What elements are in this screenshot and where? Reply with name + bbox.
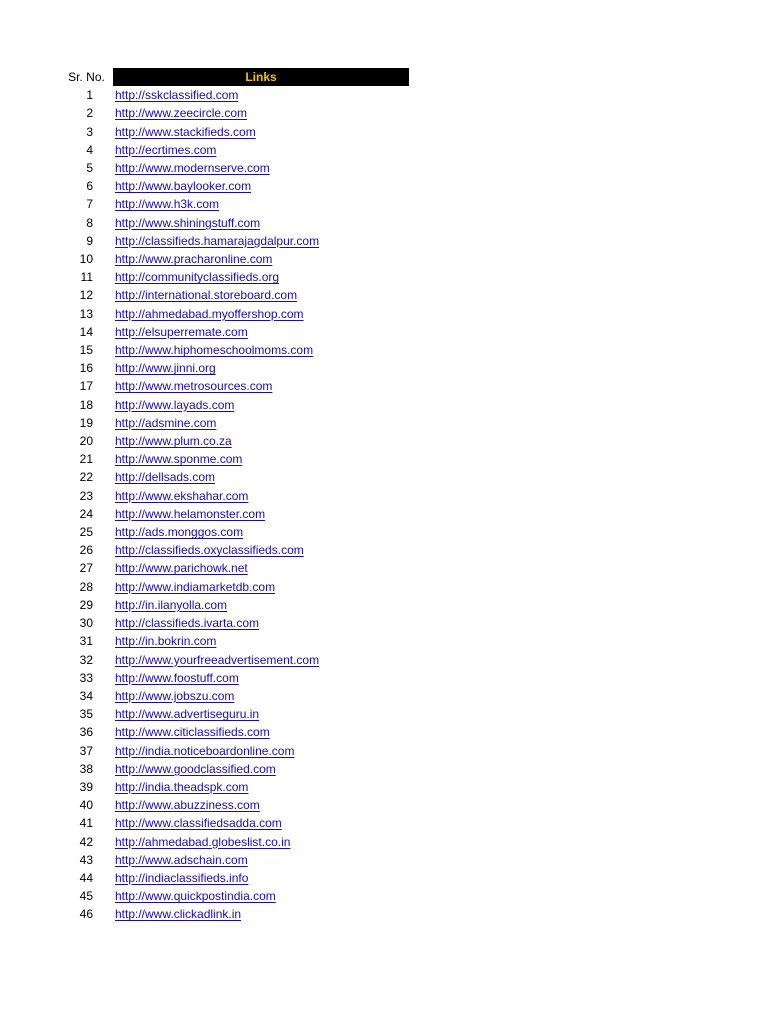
link-cell — [113, 705, 409, 723]
sr-no-cell: 4 — [86, 142, 93, 157]
url-link[interactable]: http://www.yourfreeadvertisement.com — [115, 652, 320, 667]
url-link[interactable]: http://www.zeecircle.com — [115, 106, 248, 121]
url-link[interactable]: http://in.bokrin.com — [115, 634, 217, 649]
table-row — [60, 742, 409, 760]
table-row — [60, 905, 409, 923]
table-row — [60, 541, 409, 559]
sr-no-cell: 18 — [79, 397, 93, 412]
sr-no-cell: 17 — [79, 379, 93, 394]
url-link[interactable]: http://www.shiningstuff.com — [115, 215, 261, 230]
sr-no-cell: 5 — [86, 161, 93, 176]
table-row — [60, 123, 409, 141]
table-body — [60, 86, 409, 923]
links-table — [60, 68, 409, 924]
sr-no-cell: 45 — [79, 889, 93, 904]
url-link[interactable]: http://www.hiphomeschoolmoms.com — [115, 343, 314, 358]
table-row — [60, 232, 409, 250]
sr-no-cell: 21 — [79, 452, 93, 467]
table-row — [60, 104, 409, 122]
sr-no-cell: 23 — [79, 488, 93, 503]
table-row — [60, 669, 409, 687]
table-row — [60, 887, 409, 905]
link-cell — [113, 541, 409, 559]
table-row — [60, 523, 409, 541]
sr-no-cell: 20 — [79, 434, 93, 449]
sr-no-cell: 34 — [79, 688, 93, 703]
sr-no-cell: 38 — [79, 761, 93, 776]
link-cell — [113, 232, 409, 250]
url-link[interactable]: http://www.modernserve.com — [115, 161, 270, 176]
sr-no-cell: 19 — [79, 415, 93, 430]
table-row — [60, 359, 409, 377]
link-cell — [113, 887, 409, 905]
url-link[interactable]: http://www.plum.co.za — [115, 434, 232, 449]
sr-no-cell: 39 — [79, 779, 93, 794]
table-row — [60, 195, 409, 213]
link-cell — [113, 123, 409, 141]
sr-no-cell: 15 — [79, 343, 93, 358]
link-cell — [113, 614, 409, 632]
url-link[interactable]: http://communityclassifieds.org — [115, 270, 280, 285]
url-link[interactable]: http://www.metrosources.com — [115, 379, 273, 394]
link-cell — [113, 432, 409, 450]
url-link[interactable]: http://www.parichowk.net — [115, 561, 248, 576]
url-link[interactable]: http://adsmine.com — [115, 415, 217, 430]
url-link[interactable]: http://www.stackifieds.com — [115, 124, 256, 139]
link-cell — [113, 596, 409, 614]
sr-no-cell: 37 — [79, 743, 93, 758]
sr-no-cell: 16 — [79, 361, 93, 376]
sr-no-cell: 32 — [79, 652, 93, 667]
link-cell — [113, 86, 409, 104]
link-cell — [113, 104, 409, 122]
table-row — [60, 596, 409, 614]
link-cell — [113, 377, 409, 395]
url-link[interactable]: http://www.adschain.com — [115, 852, 248, 867]
url-link[interactable]: http://ads.monggos.com — [115, 525, 244, 540]
link-cell — [113, 742, 409, 760]
sr-no-cell: 43 — [79, 852, 93, 867]
link-cell — [113, 505, 409, 523]
sr-no-cell: 46 — [79, 907, 93, 922]
sr-no-cell: 44 — [79, 870, 93, 885]
url-link[interactable]: http://in.ilanyolla.com — [115, 597, 228, 612]
header-row — [60, 68, 409, 86]
link-cell — [113, 286, 409, 304]
table-row — [60, 760, 409, 778]
link-cell — [113, 359, 409, 377]
table-row — [60, 559, 409, 577]
sr-no-cell: 24 — [79, 506, 93, 521]
link-cell — [113, 778, 409, 796]
link-cell — [113, 814, 409, 832]
url-link[interactable]: http://ahmedabad.myoffershop.com — [115, 306, 304, 321]
url-link[interactable]: http://www.goodclassified.com — [115, 761, 276, 776]
sr-no-cell: 1 — [86, 88, 93, 103]
sr-no-cell: 36 — [79, 725, 93, 740]
table-row — [60, 414, 409, 432]
url-link[interactable]: http://india.noticeboardonline.com — [115, 743, 295, 758]
table-row — [60, 250, 409, 268]
table-row — [60, 286, 409, 304]
table-row — [60, 487, 409, 505]
table-row — [60, 869, 409, 887]
sr-no-cell: 35 — [79, 707, 93, 722]
sr-no-cell: 10 — [79, 252, 93, 267]
url-link[interactable]: http://www.jobszu.com — [115, 688, 235, 703]
table-row — [60, 177, 409, 195]
table-row — [60, 614, 409, 632]
sr-no-cell: 28 — [79, 579, 93, 594]
url-link[interactable]: http://www.jinni.org — [115, 361, 216, 376]
link-cell — [113, 341, 409, 359]
sr-no-cell: 8 — [86, 215, 93, 230]
table-row — [60, 341, 409, 359]
sr-no-cell: 41 — [79, 816, 93, 831]
link-cell — [113, 396, 409, 414]
sr-no-cell: 22 — [79, 470, 93, 485]
link-cell — [113, 214, 409, 232]
sr-no-cell: 9 — [86, 233, 93, 248]
table-row — [60, 778, 409, 796]
link-cell — [113, 851, 409, 869]
sr-no-cell: 29 — [79, 597, 93, 612]
sr-no-cell: 33 — [79, 670, 93, 685]
table-row — [60, 851, 409, 869]
sr-no-cell: 6 — [86, 179, 93, 194]
table-row — [60, 268, 409, 286]
sr-no-cell: 7 — [86, 197, 93, 212]
sr-no-cell: 12 — [79, 288, 93, 303]
url-link[interactable]: http://sskclassified.com — [115, 88, 239, 103]
sr-no-cell: 3 — [86, 124, 93, 139]
links-header: Links — [113, 68, 409, 86]
table-row — [60, 723, 409, 741]
table-row — [60, 632, 409, 650]
sr-no-cell: 2 — [86, 106, 93, 121]
link-cell — [113, 487, 409, 505]
table-row — [60, 214, 409, 232]
url-link[interactable]: http://dellsads.com — [115, 470, 216, 485]
url-link[interactable]: http://ecrtimes.com — [115, 142, 217, 157]
table-row — [60, 814, 409, 832]
link-cell — [113, 669, 409, 687]
sr-no-cell: 40 — [79, 798, 93, 813]
url-link[interactable]: http://www.clickadlink.in — [115, 907, 242, 922]
sr-no-cell: 31 — [79, 634, 93, 649]
table-row — [60, 651, 409, 669]
url-link[interactable]: http://www.advertiseguru.in — [115, 707, 260, 722]
sr-no-cell: 26 — [79, 543, 93, 558]
table-row — [60, 833, 409, 851]
table-row — [60, 450, 409, 468]
table-row — [60, 305, 409, 323]
url-link[interactable]: http://www.layads.com — [115, 397, 235, 412]
link-cell — [113, 159, 409, 177]
link-cell — [113, 414, 409, 432]
link-cell — [113, 305, 409, 323]
table-row — [60, 323, 409, 341]
sr-no-cell: 11 — [80, 270, 93, 285]
link-cell — [113, 141, 409, 159]
link-cell — [113, 632, 409, 650]
table-row — [60, 159, 409, 177]
url-link[interactable]: http://classifieds.hamarajagdalpur.com — [115, 233, 320, 248]
link-cell — [113, 268, 409, 286]
sr-no-cell: 25 — [79, 525, 93, 540]
table-row — [60, 687, 409, 705]
link-cell — [113, 869, 409, 887]
url-link[interactable]: http://www.foostuff.com — [115, 670, 239, 685]
link-cell — [113, 450, 409, 468]
link-cell — [113, 723, 409, 741]
link-cell — [113, 796, 409, 814]
sr-no-cell: 42 — [79, 834, 93, 849]
table-row — [60, 86, 409, 104]
url-link[interactable]: http://www.classifiedsadda.com — [115, 816, 282, 831]
table-row — [60, 432, 409, 450]
url-link[interactable]: http://international.storeboard.com — [115, 288, 298, 303]
table-row — [60, 578, 409, 596]
url-link[interactable]: http://www.indiamarketdb.com — [115, 579, 276, 594]
url-link[interactable]: http://ahmedabad.globeslist.co.in — [115, 834, 291, 849]
sr-no-cell: 30 — [79, 616, 93, 631]
link-cell — [113, 323, 409, 341]
link-cell — [113, 578, 409, 596]
link-cell — [113, 523, 409, 541]
url-link[interactable]: http://www.baylooker.com — [115, 179, 252, 194]
sr-no-cell: 13 — [79, 306, 93, 321]
link-cell — [113, 195, 409, 213]
url-link[interactable]: http://www.citiclassifieds.com — [115, 725, 270, 740]
table-row — [60, 505, 409, 523]
link-cell — [113, 651, 409, 669]
link-cell — [113, 833, 409, 851]
sr-no-cell: 27 — [79, 561, 93, 576]
url-link[interactable]: http://www.h3k.com — [115, 197, 220, 212]
link-cell — [113, 687, 409, 705]
url-link[interactable]: http://www.sponme.com — [115, 452, 243, 467]
url-link[interactable]: http://www.helamonster.com — [115, 506, 266, 521]
link-cell — [113, 905, 409, 923]
url-link[interactable]: http://www.abuzziness.com — [115, 798, 260, 813]
link-cell — [113, 468, 409, 486]
url-link[interactable]: http://www.ekshahar.com — [115, 488, 249, 503]
link-cell — [113, 559, 409, 577]
link-cell — [113, 250, 409, 268]
url-link[interactable]: http://www.quickpostindia.com — [115, 889, 276, 904]
url-link[interactable]: http://classifieds.oxyclassifieds.com — [115, 543, 304, 558]
table-row — [60, 396, 409, 414]
url-link[interactable]: http://indiaclassifieds.info — [115, 870, 249, 885]
table-row — [60, 141, 409, 159]
table-row — [60, 705, 409, 723]
url-link[interactable]: http://www.pracharonline.com — [115, 252, 273, 267]
url-link[interactable]: http://classifieds.ivarta.com — [115, 616, 260, 631]
url-link[interactable]: http://elsuperremate.com — [115, 324, 248, 339]
table-row — [60, 377, 409, 395]
url-link[interactable]: http://india.theadspk.com — [115, 779, 249, 794]
table-row — [60, 796, 409, 814]
table-row — [60, 468, 409, 486]
sr-no-header: Sr. No. — [68, 70, 105, 84]
sr-no-cell: 14 — [79, 324, 93, 339]
link-cell — [113, 760, 409, 778]
link-cell — [113, 177, 409, 195]
